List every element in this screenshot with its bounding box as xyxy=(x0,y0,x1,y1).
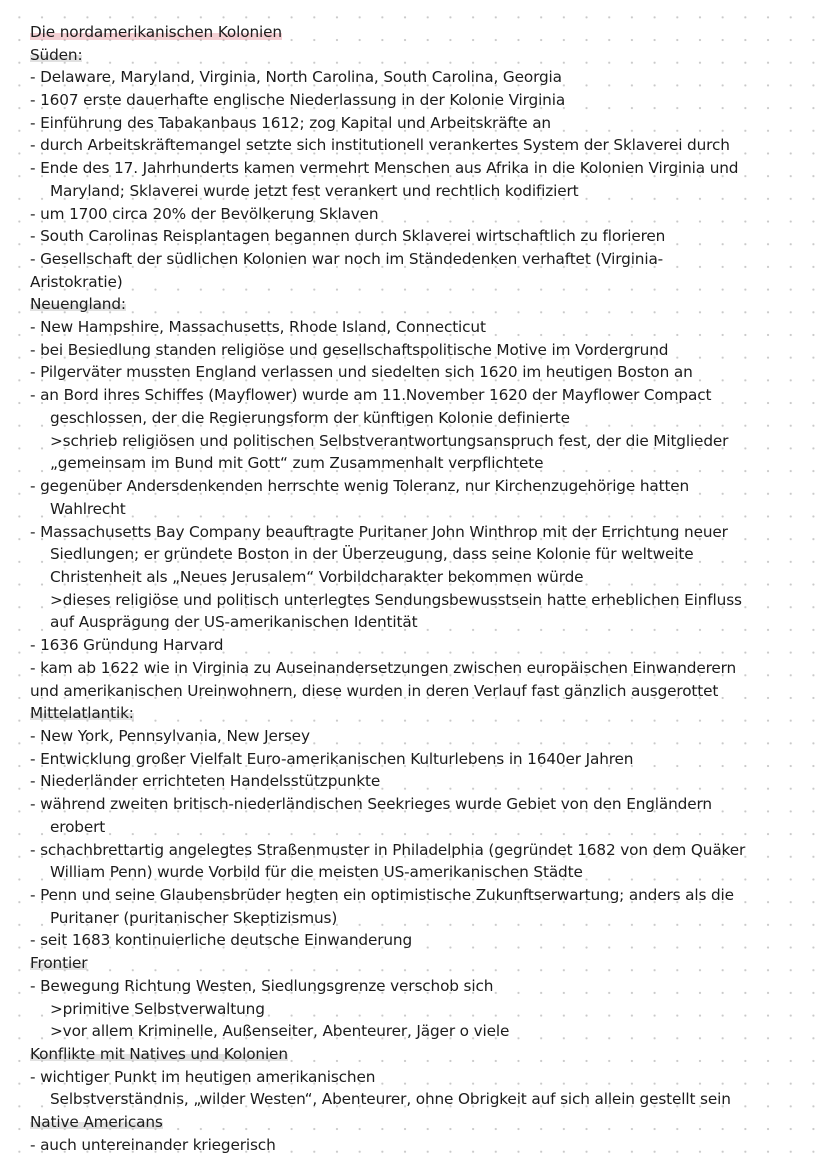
section-heading-text: Frontier xyxy=(30,954,88,972)
note-line: - kam ab 1622 wie in Virginia zu Auseinandersetzungen zwischen europäischen Einwanderern xyxy=(30,659,737,677)
note-line: - Massachusetts Bay Company beauftragte Puritaner John Winthrop mit der Errichtung neuer xyxy=(30,523,728,541)
page-title-text: Die nordamerikanischen Kolonien xyxy=(30,23,282,41)
section-heading-text: Mittelatlantik: xyxy=(30,704,134,722)
section-heading-mittelatlantik xyxy=(30,702,798,724)
note-line: - Bewegung Richtung Westen, Siedlungsgrenze verschob sich xyxy=(30,977,494,995)
section-heading-text: Native Americans xyxy=(30,1113,163,1131)
note-line: - New Hampshire, Massachusetts, Rhode Island, Connecticut xyxy=(30,318,486,336)
section-heading-neuengland xyxy=(30,293,798,315)
note-line: - Delaware, Maryland, Virginia, North Carolina, South Carolina, Georgia xyxy=(30,68,562,86)
note-line: erobert xyxy=(50,818,106,836)
section-heading-text: Süden: xyxy=(30,46,83,64)
note-line: >schrieb religiösen und politischen Selbstverantwortungsanspruch fest, der die Mitglieder xyxy=(50,432,729,450)
note-line: - an Bord ihres Schiffes (Mayflower) wurde am 11.November 1620 der Mayflower Compact xyxy=(30,386,712,404)
note-line: - Entwicklung großer Vielfalt Euro-amerikanischen Kulturlebens in 1640er Jahren xyxy=(30,750,634,768)
note-line: - 1636 Gründung Harvard xyxy=(30,636,224,654)
note-line: - schachbrettartig angelegtes Straßenmuster in Philadelphia (gegründet 1682 von dem Quäker xyxy=(30,841,746,859)
note-line: - New York, Pennsylvania, New Jersey xyxy=(30,727,310,745)
note-line: - um 1700 circa 20% der Bevölkerung Sklaven xyxy=(30,205,379,223)
note-line: geschlossen, der die Regierungsform der künftigen Kolonie definierte xyxy=(50,409,570,427)
note-line: - durch Arbeitskräftemangel setzte sich institutionell verankertes System der Sklaverei durch xyxy=(30,136,730,154)
note-line: - South Carolinas Reisplantagen begannen durch Sklaverei wirtschaftlich zu florieren xyxy=(30,227,666,245)
note-line: Puritaner (puritanischer Skeptizismus) xyxy=(50,909,338,927)
note-line: - seit 1683 kontinuierliche deutsche Einwanderung xyxy=(30,931,413,949)
note-line: „gemeinsam im Bund mit Gott“ zum Zusammenhalt verpflichtete xyxy=(50,454,544,472)
section-heading-text: Konflikte mit Natives und Kolonien xyxy=(30,1045,288,1063)
note-line: und amerikanischen Ureinwohnern, diese wurden in deren Verlauf fast gänzlich ausgerottet xyxy=(30,682,719,700)
note-line: - gegenüber Andersdenkenden herrschte wenig Toleranz, nur Kirchenzugehörige hatten xyxy=(30,477,690,495)
note-line: - bei Besiedlung standen religiöse und gesellschaftspolitische Motive im Vordergrund xyxy=(30,341,669,359)
note-line: - 1607 erste dauerhafte englische Niederlassung in der Kolonie Virginia xyxy=(30,91,566,109)
note-line: William Penn) wurde Vorbild für die meisten US-amerikanischen Städte xyxy=(50,863,583,881)
note-line: - Einführung des Tabakanbaus 1612; zog Kapital und Arbeitskräfte an xyxy=(30,114,551,132)
note-line: - während zweiten britisch-niederländischen Seekrieges wurde Gebiet von den Engländern xyxy=(30,795,712,813)
section-heading-sueden xyxy=(30,44,798,66)
section-heading-frontier xyxy=(30,952,798,974)
note-line: >primitive Selbstverwaltung xyxy=(50,1000,265,1018)
note-line: Maryland; Sklaverei wurde jetzt fest verankert und rechtlich kodifiziert xyxy=(50,182,579,200)
note-line: >dieses religiöse und politisch unterlegtes Sendungsbewusstsein hatte erheblichen Einfluss xyxy=(50,591,742,609)
note-line: Christenheit als „Neues Jerusalem“ Vorbildcharakter bekommen würde xyxy=(50,568,584,586)
section-heading-native xyxy=(30,1111,798,1133)
section-heading-konflikte xyxy=(30,1043,798,1065)
note-line: Siedlungen; er gründete Boston in der Überzeugung, dass seine Kolonie für weltweite xyxy=(50,545,694,563)
note-line: - auch untereinander kriegerisch xyxy=(30,1136,276,1154)
note-line: Aristokratie) xyxy=(30,273,123,291)
note-line: Selbstverständnis, „wilder Westen“, Abenteurer, ohne Obrigkeit auf sich allein gestellt sein xyxy=(50,1090,731,1108)
note-line: auf Ausprägung der US-amerikanischen Identität xyxy=(50,613,418,631)
note-line: - Penn und seine Glaubensbrüder hegten ein optimistische Zukunftserwartung; anders als die xyxy=(30,886,734,904)
note-line: - Niederländer errichteten Handelsstützpunkte xyxy=(30,772,381,790)
note-line: >vor allem Kriminelle, Außenseiter, Abenteurer, Jäger o viele xyxy=(50,1022,510,1040)
note-line: - wichtiger Punkt im heutigen amerikanischen xyxy=(30,1068,376,1086)
note-line: - Pilgerväter mussten England verlassen und siedelten sich 1620 im heutigen Boston an xyxy=(30,363,693,381)
note-line: - Gesellschaft der südlichen Kolonien war noch im Ständedenken verhaftet (Virginia- xyxy=(30,250,664,268)
note-line: Wahlrecht xyxy=(50,500,126,518)
note-line: - Ende des 17. Jahrhunderts kamen vermehrt Menschen aus Afrika in die Kolonien Virginia und xyxy=(30,159,739,177)
section-heading-text: Neuengland: xyxy=(30,295,126,313)
page-title xyxy=(30,21,798,43)
